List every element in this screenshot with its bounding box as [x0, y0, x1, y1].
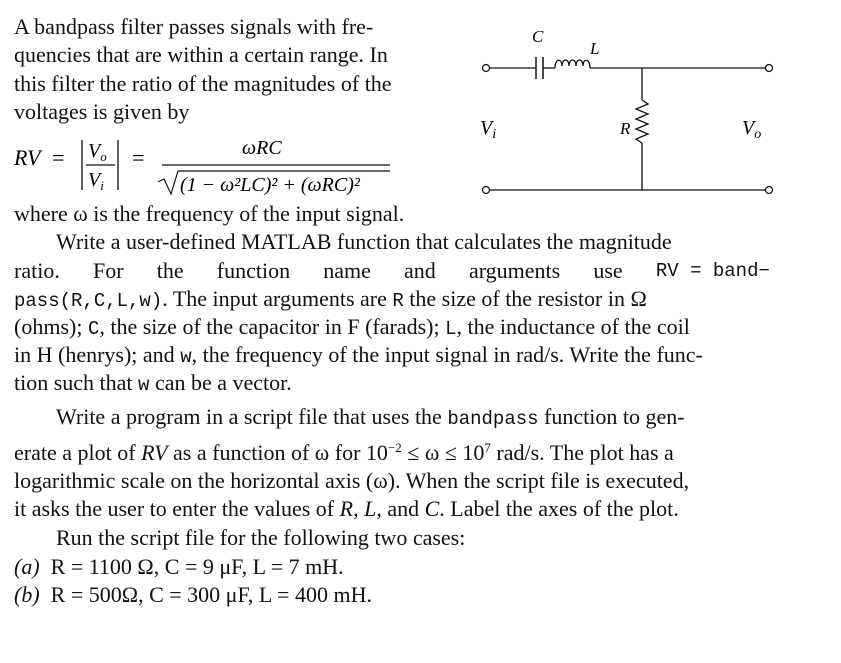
- abs-numerator: $V_o$: [88, 140, 107, 164]
- p2-line-4: (ohms); C, the size of the capacitor in F (farads); L, the inductance of the coil: [14, 314, 690, 340]
- terminal-out-top: [766, 65, 773, 72]
- p2-line-6: tion such that w can be a vector.: [14, 370, 292, 396]
- case-a: (a) R = 1100 Ω, C = 9 μF, L = 7 mH.: [14, 554, 344, 579]
- terminal-in-top: [483, 65, 490, 72]
- case-b: (b) R = 500Ω, C = 300 μF, L = 400 mH.: [14, 582, 372, 607]
- intro-line-3: this filter the ratio of the magnitudes of the: [14, 71, 392, 96]
- p3-line-2: erate a plot of RV as a function of ω for $10^{-2} \le \omega \le 10^7$ rad/s. The plot has a: [14, 440, 674, 465]
- formula-eq: =: [52, 145, 65, 170]
- p4-line-1: Run the script file for the following two cases:: [56, 525, 466, 550]
- formula-lhs: RV: [14, 145, 41, 170]
- p3-line-4: it asks the user to enter the values of R, L, and C. Label the axes of the plot.: [14, 496, 679, 521]
- abs-denominator: $V_i$: [88, 169, 104, 193]
- resistor-zigzag: [636, 100, 648, 143]
- terminal-out-bottom: [766, 187, 773, 194]
- bandpass-circuit: [470, 8, 800, 208]
- p2-line-1: Write a user-defined MATLAB function that calculates the magnitude: [56, 229, 672, 254]
- intro-line-4: voltages is given by: [14, 99, 190, 124]
- p2-line-2: ratio. For the function name and arguments use RV = band−: [14, 258, 770, 283]
- inductor-label: L: [590, 39, 600, 58]
- formula-eq2: =: [132, 145, 145, 170]
- formula-denominator: (1 − ω²LC)² + (ωRC)²: [180, 174, 360, 196]
- p3-line-1: Write a program in a script file that uses the bandpass function to gen-: [56, 404, 685, 430]
- capacitor-label: C: [532, 27, 544, 46]
- resistor-label: R: [620, 119, 631, 138]
- inductor-coil: [555, 60, 590, 68]
- terminal-in-bottom: [483, 187, 490, 194]
- intro-line-2: quencies that are within a certain range. In: [14, 42, 388, 67]
- input-voltage-label: $V_i$: [480, 117, 497, 142]
- intro-line-1: A bandpass filter passes signals with fre-: [14, 14, 374, 39]
- p2-line-3: pass(R,C,L,w). The input arguments are R the size of the resistor in Ω: [14, 286, 647, 312]
- output-voltage-label: $V_o$: [742, 117, 762, 142]
- where-line: where ω is the frequency of the input signal.: [14, 201, 405, 226]
- formula-numerator: ωRC: [242, 137, 282, 159]
- p3-line-3: logarithmic scale on the horizontal axis (ω). When the script file is executed,: [14, 468, 690, 493]
- rv-formula: [14, 134, 394, 200]
- p2-line-5: in H (henrys); and w, the frequency of the input signal in rad/s. Write the func-: [14, 342, 703, 368]
